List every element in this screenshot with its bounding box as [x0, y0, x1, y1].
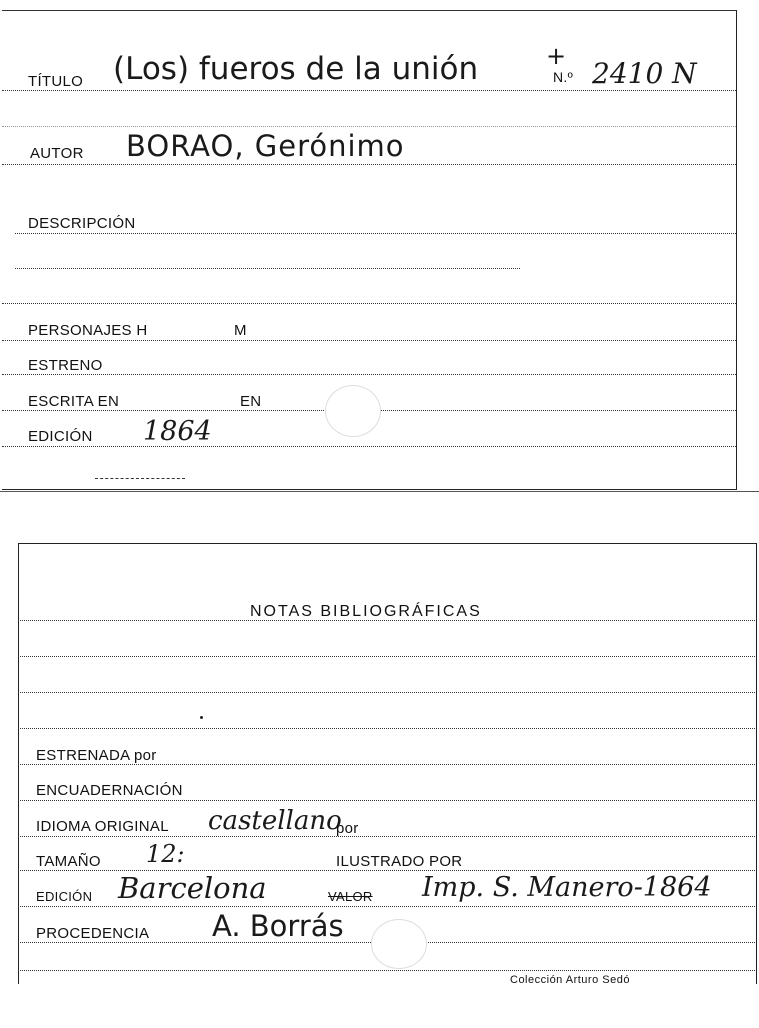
titulo-line: [2, 90, 736, 91]
personajes-line: [2, 340, 736, 341]
numero-label: N.º: [553, 69, 574, 85]
titulo-label: TÍTULO: [28, 73, 84, 90]
procedencia-label: PROCEDENCIA: [36, 925, 150, 942]
personajes-label: PERSONAJES H: [28, 322, 148, 339]
tamano-label: TAMAÑO: [36, 853, 101, 870]
autor-line: [2, 164, 736, 165]
notas-line: [18, 620, 755, 621]
personajes-m-label: M: [234, 322, 247, 339]
idioma-label: IDIOMA ORIGINAL: [36, 818, 169, 835]
autor-label: AUTOR: [30, 145, 84, 162]
procedencia-value: A. Borrás: [212, 909, 344, 943]
estrenada-line: [18, 764, 755, 765]
descripcion-line: [15, 233, 736, 234]
escrita-label: ESCRITA EN: [28, 393, 120, 410]
edicion-back-label: EDICIÓN: [36, 889, 93, 904]
estrenada-label: ESTRENADA por: [36, 747, 157, 764]
notas-line-3: [18, 692, 755, 693]
cross-mark: +: [546, 42, 567, 70]
escrita-en-label: EN: [240, 393, 262, 410]
estreno-line: [2, 374, 736, 375]
tamano-value: 12:: [146, 840, 185, 868]
titulo-value: (Los) fueros de la unión: [113, 51, 479, 87]
edicion-line: [2, 446, 736, 447]
edicion-back-value: Barcelona: [118, 871, 267, 905]
edicion-label: EDICIÓN: [28, 428, 93, 445]
notas-title: NOTAS BIBLIOGRÁFICAS: [250, 603, 482, 620]
bottom-line: [18, 970, 755, 971]
descripcion-line-2: [15, 268, 520, 269]
blank-line: [2, 126, 736, 127]
encuadernacion-line: [18, 800, 755, 801]
edicion-back-line: [18, 906, 755, 907]
imprenta-value: Imp. S. Manero-1864: [422, 872, 712, 903]
estreno-label: ESTRENO: [28, 357, 103, 374]
ilustrado-label: ILUSTRADO POR: [336, 853, 463, 870]
paper-blot-2: [372, 920, 426, 968]
descripcion-label: DESCRIPCIÓN: [28, 215, 136, 232]
ink-speck: [200, 716, 203, 719]
autor-value: BORAO, Gerónimo: [126, 129, 405, 163]
valor-label: VALOR: [328, 889, 373, 904]
idioma-value: castellano: [208, 806, 342, 836]
encuadernacion-label: ENCUADERNACIÓN: [36, 782, 183, 799]
bottom-dash: [95, 478, 185, 479]
notas-line-2: [18, 656, 755, 657]
coleccion-label: Colección Arturo Sedó: [510, 974, 630, 986]
idioma-line: [18, 836, 755, 837]
notas-line-4: [18, 728, 755, 729]
idioma-por-label: por: [336, 820, 359, 837]
numero-value: 2410 N: [592, 57, 697, 90]
paper-blot: [326, 386, 380, 436]
edicion-value: 1864: [143, 416, 212, 447]
card-separator: [0, 491, 759, 492]
descripcion-line-3: [2, 303, 736, 304]
